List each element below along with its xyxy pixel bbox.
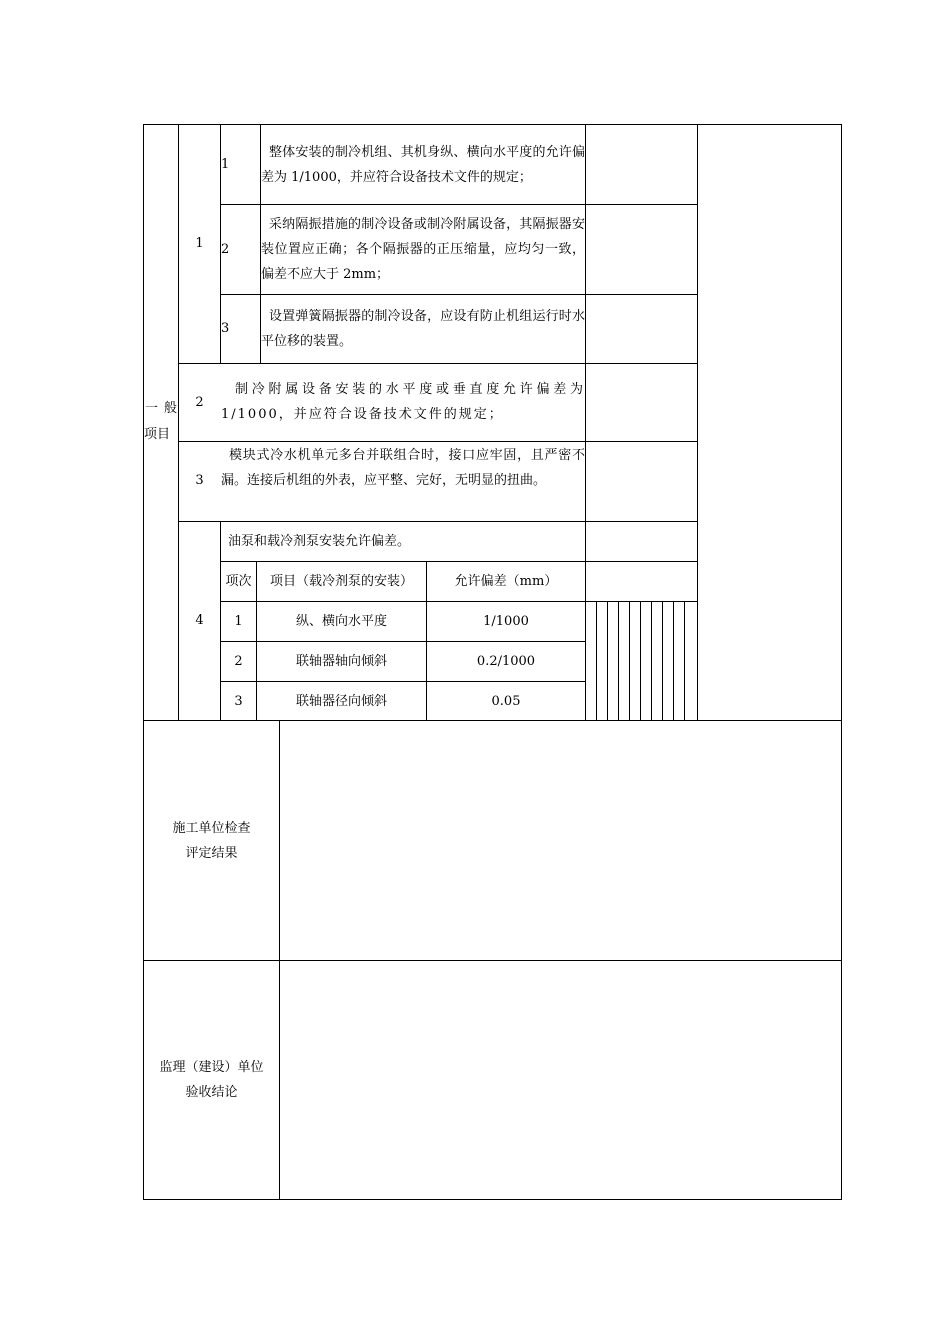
table-right-border: [841, 124, 842, 1200]
grid-line: [220, 641, 586, 642]
grid-line: [220, 681, 586, 682]
table-left-border: [143, 124, 144, 1200]
table-row-item: 纵、横向水平度: [295, 614, 387, 629]
supervision-label: 监理（建设）单位 验收结论: [159, 1060, 264, 1100]
item-1-2-text: 采纳隔振措施的制冷设备或制冷附属设备，其隔振器安装位置应正确；各个隔振器的正压缩量，应均匀一致，偏差不应大于 2mm；: [261, 217, 585, 282]
grid-line: [220, 601, 698, 602]
item-2-number: 2: [195, 395, 204, 410]
item-1-3-text: 设置弹簧隔振器的制冷设备，应设有防止机组运行时水平位移的装置。: [261, 309, 585, 349]
grid-line: [607, 601, 608, 721]
table-row-no: 1: [234, 614, 243, 629]
table-row-item: 联轴器轴向倾斜: [295, 654, 387, 669]
supervision-conclusion-field[interactable]: [281, 962, 840, 1198]
item-1-3-number: 3: [221, 321, 230, 336]
grid-line: [697, 124, 698, 721]
table-bottom-border: [143, 1199, 842, 1200]
item-1-number: 1: [195, 236, 204, 251]
grid-line: [279, 720, 280, 1200]
table-row-tolerance: 1/1000: [483, 614, 529, 629]
grid-line: [640, 601, 641, 721]
grid-line: [143, 960, 842, 961]
item-3-number: 3: [195, 473, 204, 488]
item-3-text: 模块式冷水机单元多台并联组合时，接口应牢固，且严密不漏。连接后机组的外表，应平整、完好，无明显的扭曲。: [221, 448, 585, 488]
grid-line: [596, 601, 597, 721]
category-label: 一 般 项目: [144, 401, 177, 442]
grid-line: [178, 441, 698, 442]
table-row-no: 2: [234, 654, 243, 669]
table-row-tolerance: 0.2/1000: [476, 654, 536, 669]
grid-line: [143, 720, 842, 721]
item-4-number: 4: [195, 613, 204, 628]
item-1-2-number: 2: [221, 242, 230, 257]
table-top-border: [143, 124, 842, 125]
grid-line: [178, 363, 698, 364]
item-2-text: 制冷附属设备安装的水平度或垂直度允许偏差为 1/1000，并应符合设备技术文件的规定；: [221, 382, 585, 422]
grid-line: [618, 601, 619, 721]
table-row-tolerance: 0.05: [491, 694, 521, 709]
col-header-item: 项目（载冷剂泵的安装）: [269, 574, 413, 589]
item-4-title: 油泵和载冷剂泵安装允许偏差。: [228, 534, 411, 549]
col-header-tolerance: 允许偏差（mm）: [454, 574, 558, 589]
col-header-no: 项次: [225, 574, 252, 589]
grid-line: [220, 294, 698, 295]
grid-line: [629, 601, 630, 721]
construction-result-field[interactable]: [281, 722, 840, 959]
grid-line: [220, 561, 698, 562]
grid-line: [673, 601, 674, 721]
grid-line: [585, 124, 586, 721]
grid-line: [651, 601, 652, 721]
grid-line: [662, 601, 663, 721]
table-row-item: 联轴器径向倾斜: [295, 694, 387, 709]
grid-line: [220, 204, 698, 205]
construction-label: 施工单位检查 评定结果: [172, 821, 251, 861]
table-row-no: 3: [234, 694, 243, 709]
item-1-1-text: 整体安装的制冷机组、其机身纵、横向水平度的允许偏差为 1/1000，并应符合设备技术文件的规定；: [261, 145, 585, 185]
grid-line: [178, 521, 698, 522]
item-1-1-number: 1: [221, 157, 230, 172]
grid-line: [178, 124, 179, 721]
grid-line: [684, 601, 685, 721]
